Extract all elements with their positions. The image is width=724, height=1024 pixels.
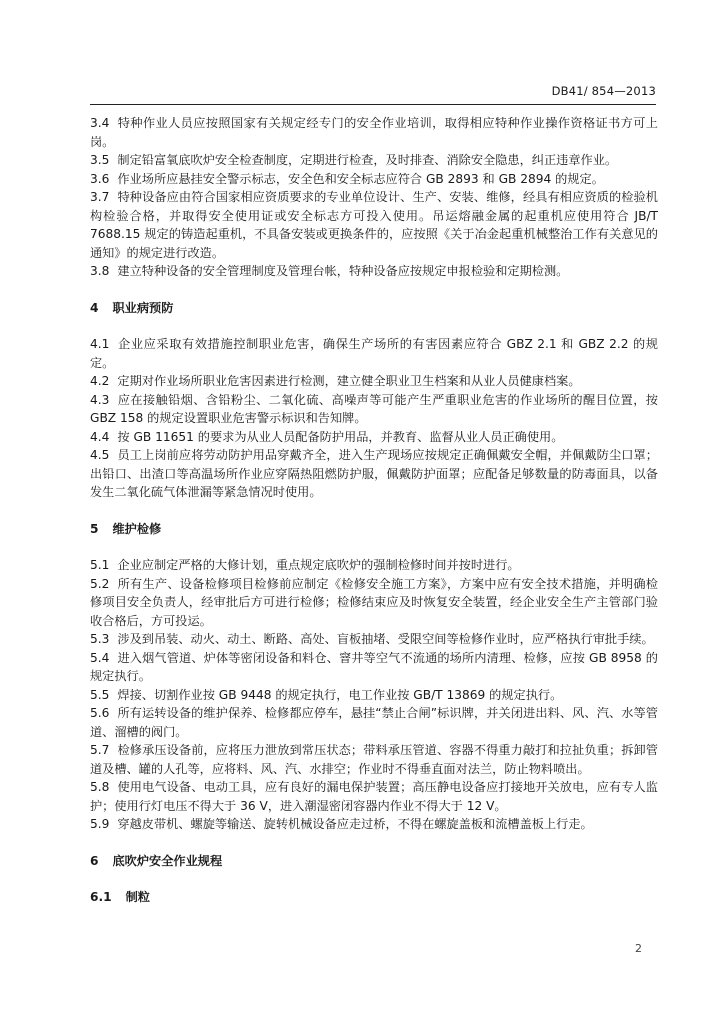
section-heading [90,299,658,318]
clause-paragraph [90,686,658,705]
clause-text: 穿越皮带机、螺旋等输送、旋转机械设备应走过桥，不得在螺旋盖板和流槽盖板上行走。 [117,817,593,831]
clause-paragraph [90,188,658,262]
clause-paragraph [90,446,658,502]
section-number: 4 [90,300,99,315]
clause-text: 定期对作业场所职业危害因素进行检测，建立健全职业卫生档案和从业人员健康档案。 [117,374,581,388]
clause-paragraph [90,372,658,391]
clause-number: 5.4 [90,650,110,665]
section-number: 6 [90,853,99,868]
clause-text: 企业应制定严格的大修计划，重点规定底吹炉的强制检修时间并按时进行。 [117,558,520,572]
clause-text: 特种设备应由符合国家相应资质要求的专业单位设计、生产、安装、维修，经具有相应资质的检验机构检验合格，并取得安全使用证或安全标志方可投入使用。吊运熔融金属的起重机应使用符合 JB/T 7688.15 规定的铸造起重机，不具备安装或更换条件的，应按照《关于冶金起重机械整治工作有关意见的通知》的规定进行改造。 [90,190,658,260]
header-divider [90,104,656,105]
clause-paragraph [90,428,658,447]
clause-number: 3.7 [90,190,110,204]
clause-paragraph [90,630,658,649]
section-heading [90,888,658,907]
clause-paragraph [90,815,658,834]
clause-number: 5.6 [90,706,110,720]
clause-number: 4.2 [90,374,110,388]
clause-number: 5.9 [90,817,110,831]
section-title: 职业病预防 [112,300,174,315]
clause-paragraph [90,704,658,741]
clause-number: 4.3 [90,392,110,407]
clause-text: 进入烟气管道、炉体等密闭设备和料仓、窨井等空气不流通的场所内清理、检修，应按 GB 8958 的规定执行。 [90,650,658,683]
clause-text: 作业场所应悬挂安全警示标志，安全色和安全标志应符合 GB 2893 和 GB 2894 的规定。 [117,171,604,186]
clause-text: 企业应采取有效措施控制职业危害，确保生产场所的有害因素应符合 GBZ 2.1 和 GBZ 2.2 的规定。 [90,337,658,370]
section-heading [90,852,658,871]
clause-number: 5.7 [90,743,110,757]
clause-number: 4.4 [90,429,110,444]
clause-number: 4.1 [90,337,110,351]
clause-number: 3.4 [90,116,110,130]
clause-text: 特种作业人员应按照国家有关规定经专门的安全作业培训，取得相应特种作业操作资格证书方可上岗。 [90,116,658,149]
clause-paragraph [90,114,658,151]
clause-number: 5.2 [90,576,110,591]
clause-text: 焊接、切割作业按 GB 9448 的规定执行，电工作业按 GB/T 13869 的规定执行。 [117,687,563,702]
clause-text: 按 GB 11651 的要求为从业人员配备防护用品，并教育、监督从业人员正确使用。 [117,429,564,444]
section-number: 6.1 [90,890,112,904]
clause-text: 所有生产、设备检修项目检修前应制定《检修安全施工方案》，方案中应有安全技术措施，并明确检修项目安全负责人，经审批后方可进行检修；检修结束应及时恢复安全装置，经企业安全生产主管部门验收合格后，方可投运。 [90,576,658,628]
clause-paragraph [90,741,658,778]
clause-paragraph [90,391,658,428]
clause-number: 5.8 [90,780,110,794]
clause-paragraph [90,335,658,372]
section-heading [90,520,658,539]
clause-number: 5.5 [90,687,110,702]
section-title: 底吹炉安全作业规程 [112,853,223,868]
clause-number: 5.1 [90,558,110,572]
clause-paragraph [90,778,658,815]
clause-paragraph [90,575,658,631]
section-title: 制粒 [125,890,150,904]
clause-paragraph [90,170,658,189]
document-body [90,114,658,925]
clause-text: 员工上岗前应将劳动防护用品穿戴齐全，进入生产现场应按规定正确佩戴安全帽，并佩戴防尘口罩；出铅口、出渣口等高温场所作业应穿隔热阻燃防护服，佩戴防护面罩；应配备足够数量的防毒面具，以备发生二氧化硫气体泄漏等紧急情况时使用。 [90,448,658,499]
clause-text: 建立特种设备的安全管理制度及管理台帐，特种设备应按规定申报检验和定期检测。 [117,264,569,278]
clause-number: 3.6 [90,171,110,186]
clause-text: 应在接触铅烟、含铅粉尘、二氧化硫、高噪声等可能产生严重职业危害的作业场所的醒目位置，按 GBZ 158 的规定设置职业危害警示标识和告知牌。 [90,392,658,425]
clause-number: 4.5 [90,448,110,462]
clause-text: 所有运转设备的维护保养、检修都应停车，悬挂“禁止合闸”标识牌，并关闭进出料、风、汽、水等管道、溜槽的阀门。 [90,706,658,739]
section-title: 维护检修 [112,521,162,536]
clause-paragraph [90,151,658,170]
clause-text: 涉及到吊装、动火、动土、断路、高处、盲板抽堵、受限空间等检修作业时，应严格执行审批手续。 [117,632,654,646]
clause-number: 3.5 [90,153,110,167]
clause-number: 3.8 [90,264,110,278]
standard-code: DB41/ 854—2013 [551,84,656,98]
page-number: 2 [635,942,642,955]
clause-paragraph [90,556,658,575]
clause-number: 5.3 [90,632,110,646]
clause-text: 制定铅富氧底吹炉安全检查制度，定期进行检查，及时排查、消除安全隐患，纠正违章作业。 [117,153,618,167]
section-number: 5 [90,521,99,536]
clause-paragraph [90,262,658,281]
clause-text: 检修承压设备前，应将压力泄放到常压状态；带料承压管道、容器不得重力敲打和拉扯负重；拆卸管道及槽、罐的人孔等，应将料、风、汽、水排空；作业时不得垂直面对法兰，防止物料喷出。 [90,743,658,776]
clause-paragraph [90,649,658,686]
clause-text: 使用电气设备、电动工具，应有良好的漏电保护装置；高压静电设备应打接地开关放电，应有专人监护；使用行灯电压不得大于 36 V，进入潮湿密闭容器内作业不得大于 12 V。 [90,780,658,813]
